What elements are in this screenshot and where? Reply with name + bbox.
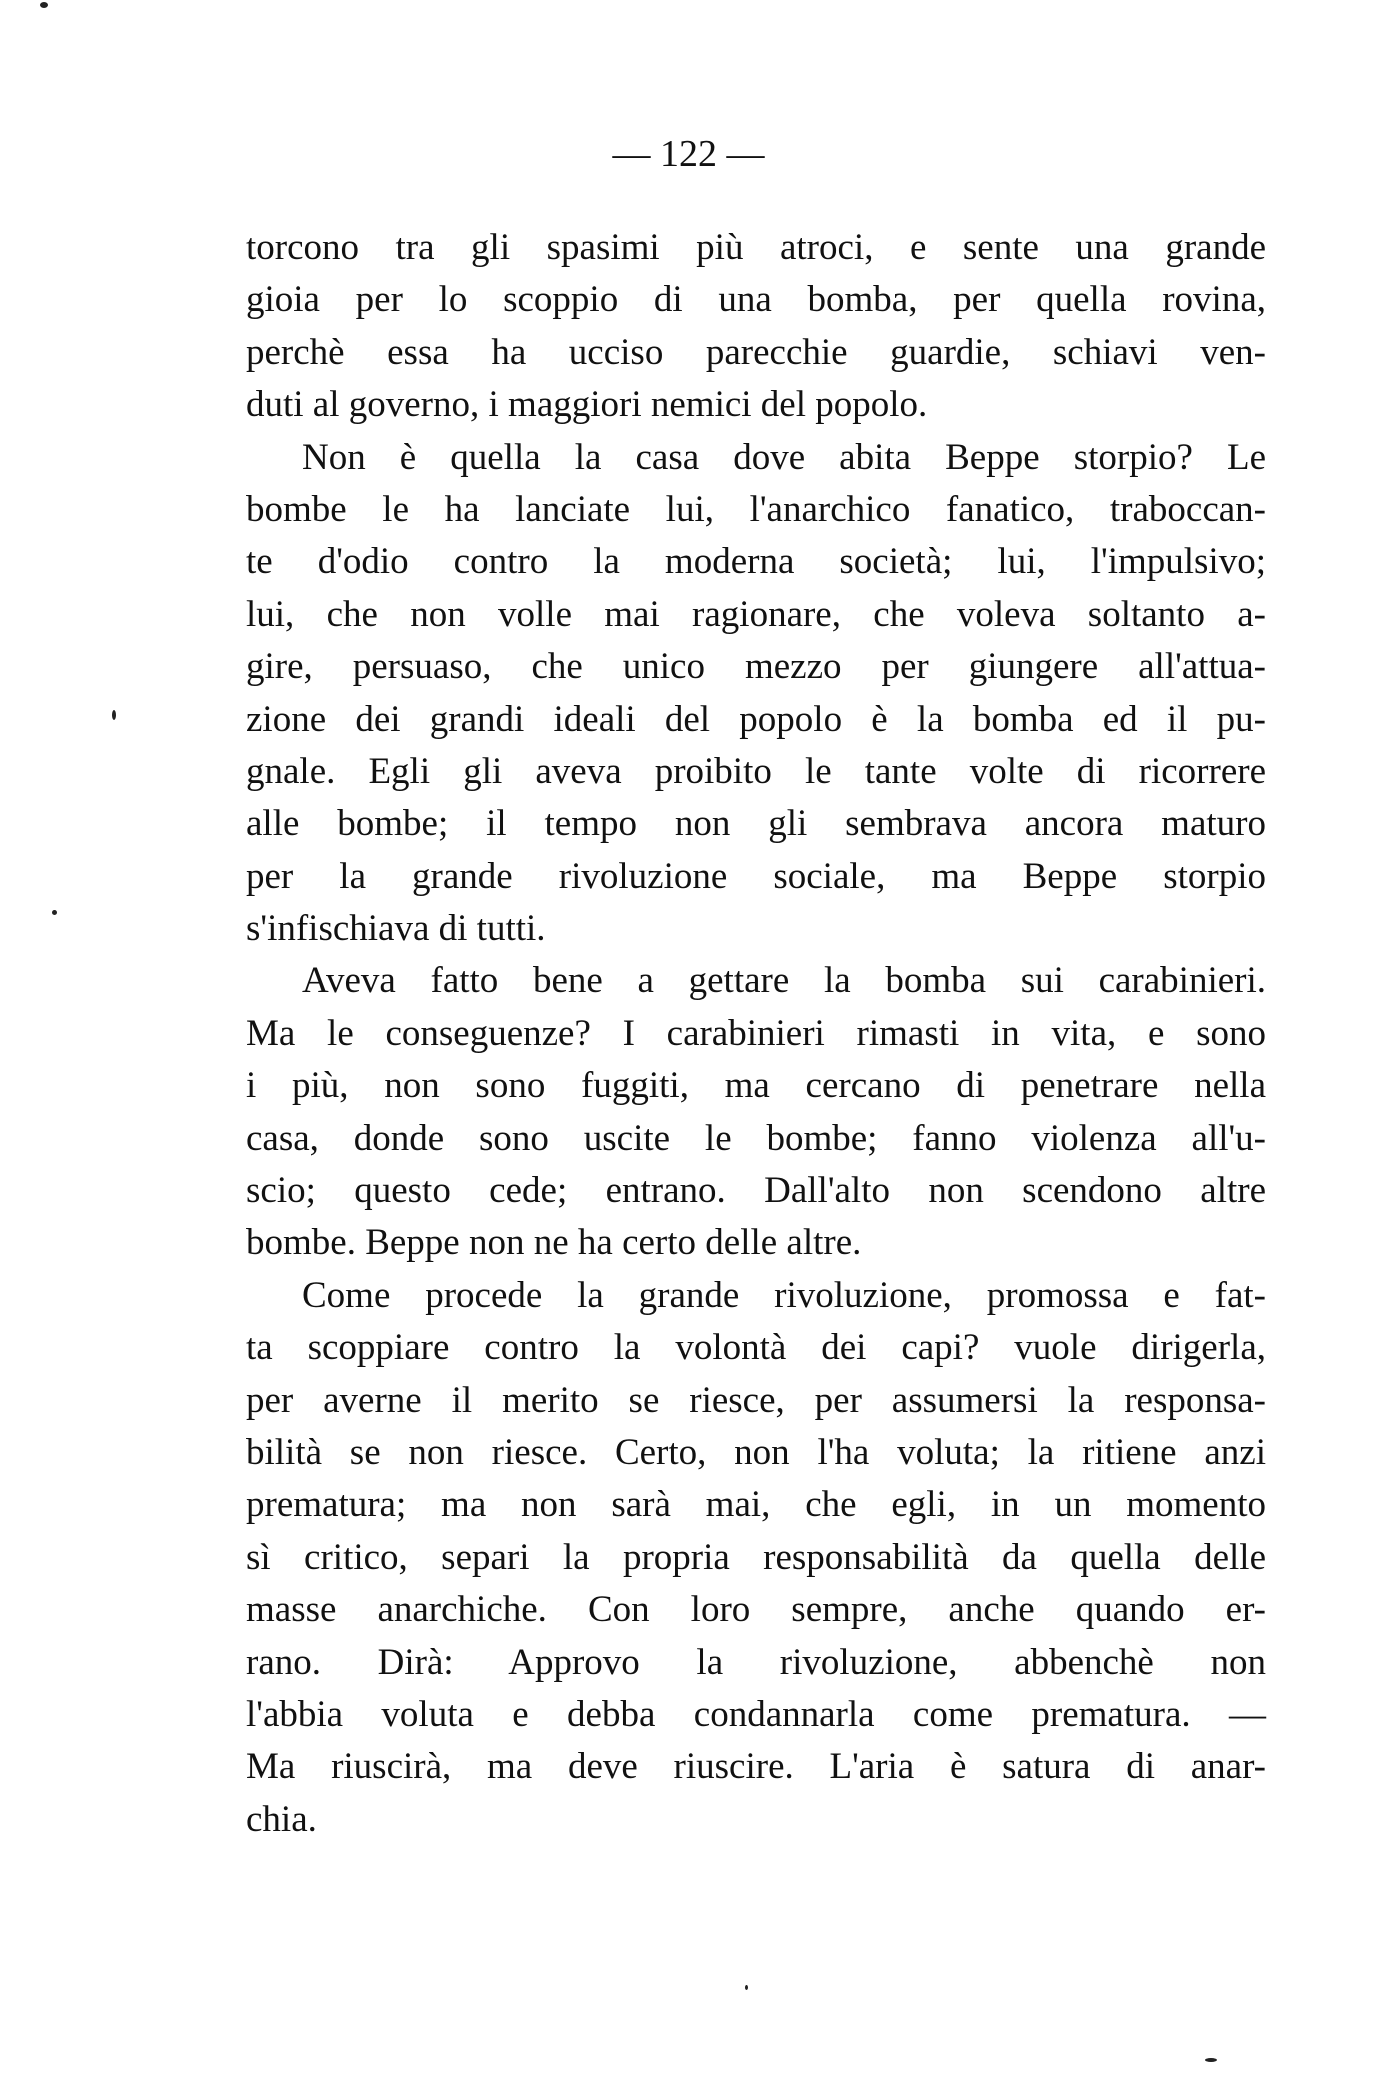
text-line: ta scoppiare contro la volontà dei capi? vuole dirigerla, xyxy=(246,1327,1266,1369)
text-line: gnale. Egli gli aveva proibito le tante volte di ricorrere xyxy=(246,750,1266,792)
scan-speck xyxy=(40,2,48,8)
text-line: l'abbia voluta e debba condannarla come prematura. — xyxy=(246,1693,1266,1735)
text-line: zione dei grandi ideali del popolo è la bomba ed il pu- xyxy=(246,698,1266,740)
text-line: masse anarchiche. Con loro sempre, anche quando er- xyxy=(246,1589,1266,1631)
text-line: Come procede la grande rivoluzione, promossa e fat- xyxy=(302,1274,1266,1316)
page-number: — 122 — xyxy=(612,133,765,175)
text-line: bombe le ha lanciate lui, l'anarchico fanatico, traboccan- xyxy=(246,488,1266,530)
scan-speck xyxy=(112,710,116,720)
text-line: bombe. Beppe non ne ha certo delle altre. xyxy=(246,1222,862,1264)
text-line: Non è quella la casa dove abita Beppe storpio? Le xyxy=(302,436,1266,478)
text-line: per la grande rivoluzione sociale, ma Beppe storpio xyxy=(246,855,1266,897)
text-line: bilità se non riesce. Certo, non l'ha voluta; la ritiene anzi xyxy=(246,1431,1266,1473)
text-line: perchè essa ha ucciso parecchie guardie, schiavi ven- xyxy=(246,331,1266,373)
text-line: prematura; ma non sarà mai, che egli, in un momento xyxy=(246,1484,1266,1526)
scan-speck xyxy=(745,1985,748,1990)
text-line: lui, che non volle mai ragionare, che voleva soltanto a- xyxy=(246,593,1266,635)
text-line: casa, donde sono uscite le bombe; fanno violenza all'u- xyxy=(246,1117,1266,1159)
body-text xyxy=(246,222,1266,1846)
text-line: sì critico, separi la propria responsabilità da quella delle xyxy=(246,1536,1266,1578)
text-line: gire, persuaso, che unico mezzo per giungere all'attua- xyxy=(246,646,1266,688)
text-line: scio; questo cede; entrano. Dall'alto non scendono altre xyxy=(246,1170,1266,1212)
text-line: i più, non sono fuggiti, ma cercano di penetrare nella xyxy=(246,1065,1266,1107)
text-line: Aveva fatto bene a gettare la bomba sui carabinieri. xyxy=(302,960,1266,1002)
text-line: chia. xyxy=(246,1798,317,1840)
text-line: s'infischiava di tutti. xyxy=(246,908,546,950)
text-line: rano. Dirà: Approvo la rivoluzione, abbenchè non xyxy=(246,1641,1266,1683)
text-line: duti al governo, i maggiori nemici del popolo. xyxy=(246,384,928,426)
text-line: Ma le conseguenze? I carabinieri rimasti in vita, e sono xyxy=(246,1012,1266,1054)
text-line: per averne il merito se riesce, per assumersi la responsa- xyxy=(246,1379,1266,1421)
text-line: torcono tra gli spasimi più atroci, e sente una grande xyxy=(246,227,1266,268)
text-line: te d'odio contro la moderna società; lui, l'impulsivo; xyxy=(246,541,1266,583)
text-line: Ma riuscirà, ma deve riuscire. L'aria è satura di anar- xyxy=(246,1746,1266,1788)
text-line: alle bombe; il tempo non gli sembrava ancora maturo xyxy=(246,803,1266,845)
text-line: gioia per lo scoppio di una bomba, per quella rovina, xyxy=(246,279,1266,321)
scan-speck xyxy=(52,910,57,915)
scan-speck xyxy=(1205,2058,1217,2062)
